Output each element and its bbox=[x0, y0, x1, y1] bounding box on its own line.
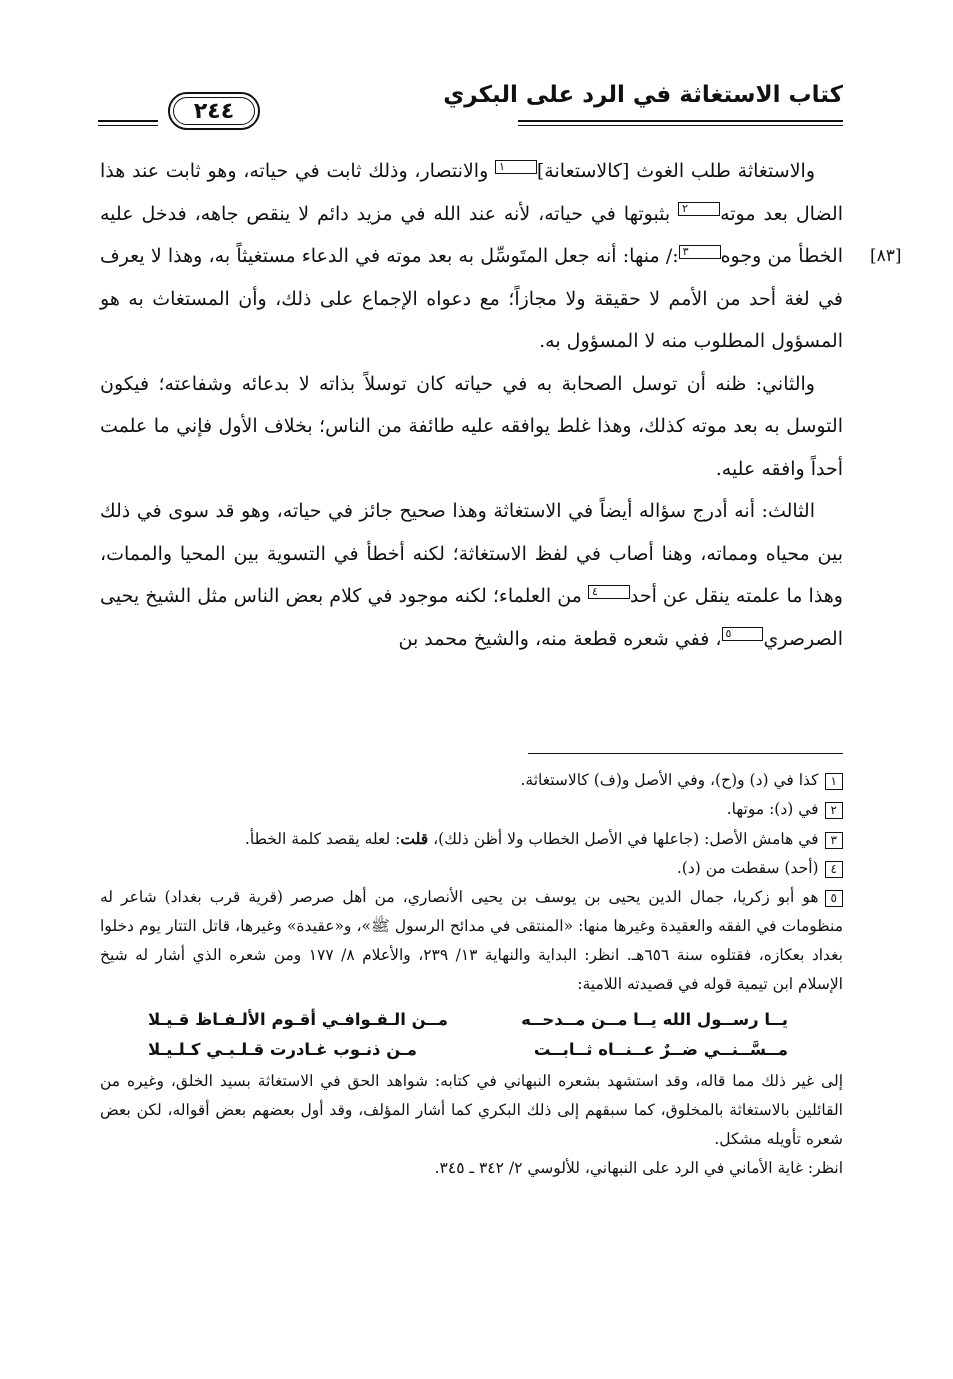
poem-hemistich: يــا رســول الله يــا مــن مــدحــه bbox=[521, 1010, 788, 1029]
header-rule bbox=[518, 120, 843, 122]
footnote-text: في هامش الأصل: (جاعلها في الأصل الخطاب ولا أظن ذلك)، bbox=[428, 830, 819, 848]
text-run: والاستغاثة طلب الغوث [كالاستعانة] bbox=[536, 160, 816, 182]
margin-page-marker: [٨٣] bbox=[870, 246, 902, 266]
footnote-4 bbox=[100, 854, 843, 883]
page-header bbox=[98, 78, 843, 132]
footnote-5 bbox=[100, 883, 843, 999]
page-number: ٢٤٤ bbox=[193, 98, 235, 124]
text-run: :/ منها: أنه جعل المتَوسِّل به بعد موته في الدعاء مستغيثاً به، وهذا لا يعرف في لغة أحد من الأمم لا حقيقة ولا مجازاً؛ مع دعواه الإجماع على ذلك، وأن المستغاث به هو المسؤول المطلوب منه لا المسؤول به. bbox=[100, 245, 843, 352]
footnote-ref-2[interactable]: ٢ bbox=[678, 202, 720, 216]
footnote-number: ١ bbox=[825, 773, 843, 790]
paragraph-2: والثاني: ظنه أن توسل الصحابة به في حياته كان توسلاً بذاته لا بدعائه وشفاعته؛ فيكون التوسل به بعد موته كذلك، وهذا غلط يوافقه عليه طائفة من الناس؛ بخلاف الأول فإني ما علمت أحداً وافقه عليه. bbox=[100, 372, 843, 480]
footnote-1 bbox=[100, 766, 843, 795]
main-text bbox=[100, 150, 843, 660]
footnote-text: في (د): موتها. bbox=[726, 800, 819, 818]
footnote-text: (أحد) سقطت من (د). bbox=[676, 859, 819, 877]
footnote-bold-text: قلت bbox=[400, 829, 429, 848]
header-rule-thin bbox=[518, 125, 843, 126]
text-run: الثالث: أنه أدرج سؤاله أيضاً في الاستغاثة وهذا صحيح جائز في حياته، وهو قد سوى في ذلك بين محياه ومماته، وهنا أصاب في لفظ الاستغاثة؛ لكنه أخطأ في التسوية بين المحيا والممات، وهذا ما علمته ينقل عن أحد bbox=[100, 500, 843, 607]
footnote-ref-1[interactable]: ١ bbox=[495, 160, 537, 174]
footnote-ref-4[interactable]: ٤ bbox=[588, 585, 630, 599]
text-run: ، ففي شعره قطعة منه، والشيخ محمد بن bbox=[398, 627, 722, 650]
footnote-number: ٢ bbox=[825, 802, 843, 819]
footnote-ref-3[interactable]: ٣ bbox=[679, 245, 721, 259]
footnote-separator bbox=[528, 753, 843, 754]
footnote-text: كذا في (د) و(ح)، وفي الأصل و(ف) كالاستغاثة. bbox=[520, 771, 819, 789]
footnote-number: ٣ bbox=[825, 832, 843, 849]
footnote-5-continued: إلى غير ذلك مما قاله، وقد استشهد بشعره النبهاني في كتابه: شواهد الحق في الاستغاثة بسيد الخلق، وغيره من القائلين بالاستغاثة بالمخلوق، كما سبقهم إلى ذلك البكري كما أشار المؤلف، وقد أول بعضهم بعض أقواله، لكن بعض شعره تأويله مشكل. bbox=[100, 1072, 843, 1148]
header-rule-left bbox=[98, 120, 158, 122]
footnote-text: : لعله يقصد كلمة الخطأ. bbox=[244, 830, 401, 848]
paragraph-3 bbox=[100, 490, 843, 660]
footnote-number: ٤ bbox=[825, 861, 843, 878]
footnote-number: ٥ bbox=[825, 890, 843, 907]
paragraph-1 bbox=[100, 150, 843, 363]
footnote-ref-5[interactable]: ٥ bbox=[722, 627, 764, 641]
poem-hemistich: مــن الـقـوافـي أقـوم الألـفـاظ قـيـلا bbox=[148, 1010, 448, 1029]
poem-hemistich: مـن ذنـوب غـادرت قـلـبـي كـلـيـلا bbox=[148, 1040, 417, 1059]
footnote-2 bbox=[100, 795, 843, 824]
text-run: من العلماء؛ لكنه موجود في كلام بعض الناس مثل الشيخ يحيى الصرصري bbox=[100, 585, 843, 650]
poem-hemistich: مــسَّــنــي ضــرٌ عــنــاه ثــابــت bbox=[533, 1040, 788, 1059]
poem-verse bbox=[148, 1035, 788, 1065]
footnote-5-reference: انظر: غاية الأماني في الرد على النبهاني، للألوسي ٢/ ٣٤٢ ـ ٣٤٥. bbox=[434, 1159, 843, 1177]
footnote-3 bbox=[100, 824, 843, 854]
text-run: بثبوتها في حياته، لأنه عند الله في مزيد دائم لا ينقص جاهه، فدخل عليه الخطأ من وجوه bbox=[100, 202, 844, 267]
page-number-frame bbox=[168, 92, 260, 130]
poem-verse bbox=[148, 1005, 788, 1035]
poem bbox=[148, 1005, 788, 1065]
book-title: كتاب الاستغاثة في الرد على البكري bbox=[443, 82, 843, 108]
text-run: والانتصار، وذلك ثابت في حياته، وهو ثابت عند هذا الضال بعد موته bbox=[100, 160, 843, 225]
header-rule-left-thin bbox=[98, 125, 158, 126]
footnote-text: هو أبو زكريا، جمال الدين يحيى بن يوسف بن يحيى الأنصاري، من أهل صرصر (قرية قرب بغداد) شاعر له منظومات في الفقه والعقيدة وغيرها منها: «المنتقى في مدائح الرسول ﷺ»، و«عقيدة» وغيرها، قاتل التتار يوم دخلوا بغداد بعكازه، فقتلوه سنة ٦٥٦هـ. انظر: البداية والنهاية ١٣/ ٢٣٩، والأعلام ٨/ ١٧٧ ومن شعره الذي أشار له شيخ الإسلام ابن تيمية قوله في قصيدته اللامية: bbox=[100, 888, 843, 993]
footnotes bbox=[100, 766, 843, 1183]
